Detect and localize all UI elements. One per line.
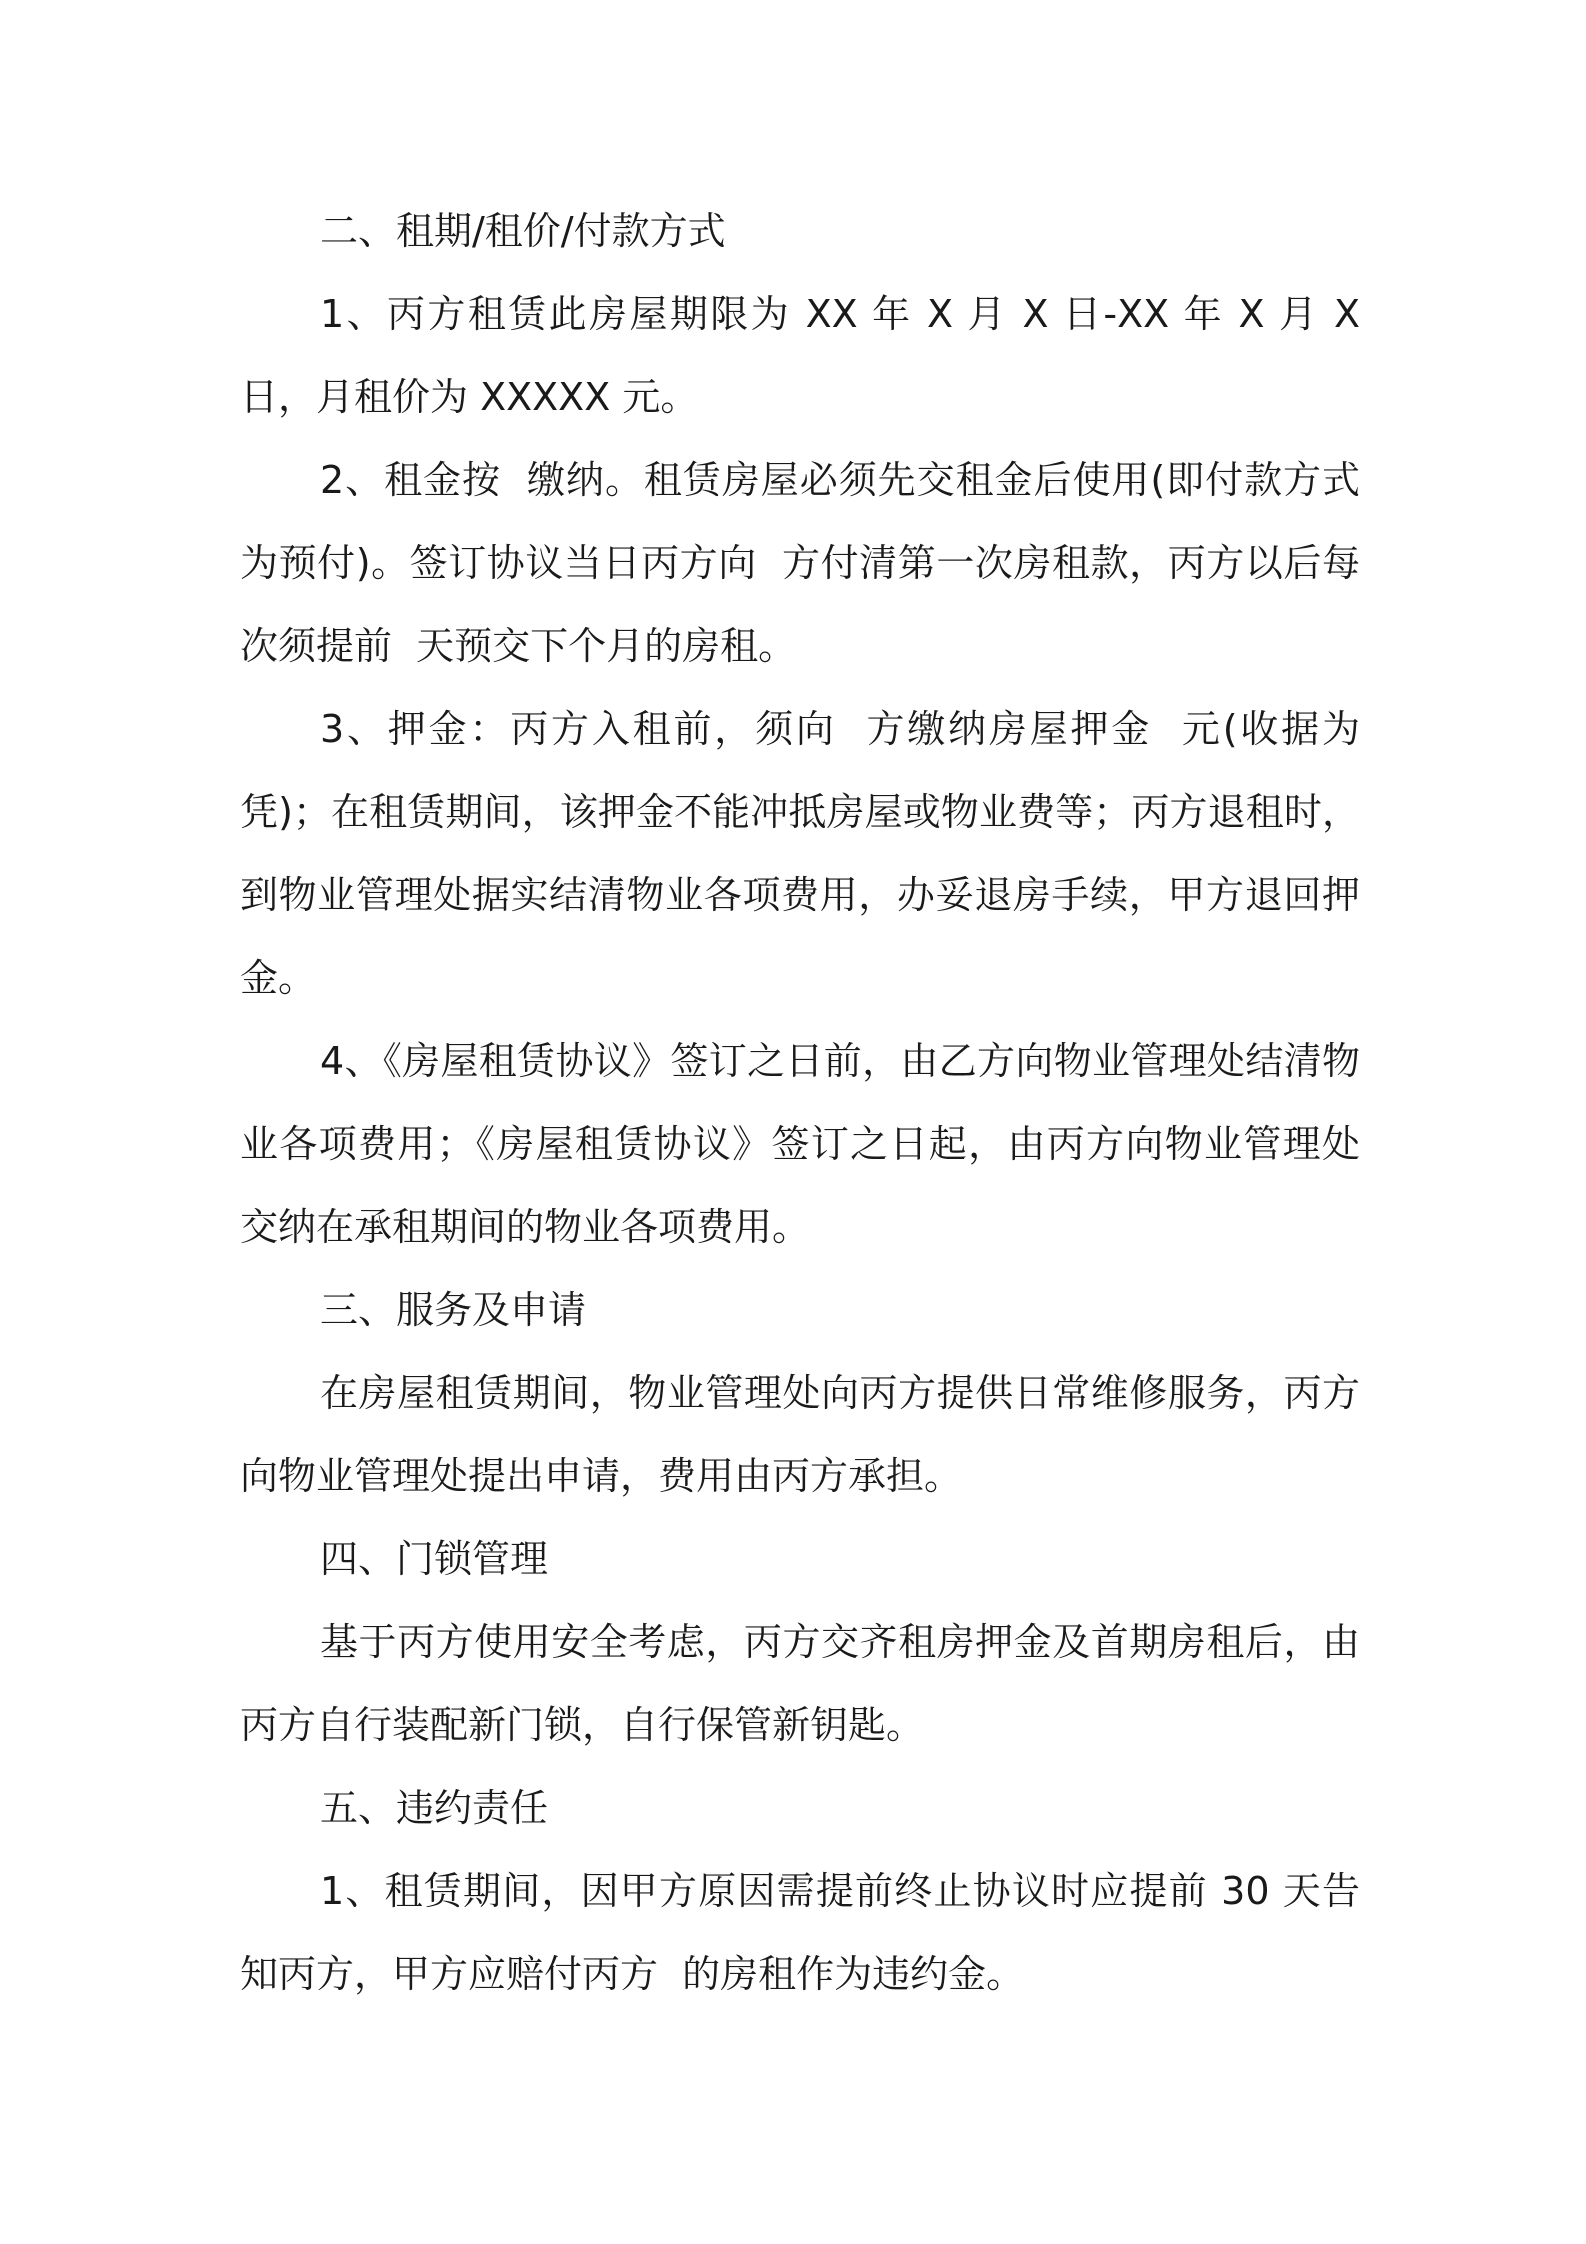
- clause-early-termination: 1、租赁期间，因甲方原因需提前终止协议时应提前 30 天告知丙方，甲方应赔付丙方 的房租作为违约金。: [240, 1869, 1360, 1996]
- section-heading-lock-management: 四、门锁管理: [320, 1537, 549, 1581]
- section-heading-breach-liability: 五、违约责任: [320, 1786, 549, 1830]
- document-page: [240, 190, 1373, 2016]
- section-heading-service-application: 三、服务及申请: [320, 1288, 587, 1332]
- clause-property-fees: 4、《房屋租赁协议》签订之日前，由乙方向物业管理处结清物业各项费用；《房屋租赁协议》签订之日起，由丙方向物业管理处交纳在承租期间的物业各项费用。: [240, 1039, 1360, 1249]
- clause-deposit: 3、押金：丙方入租前，须向 方缴纳房屋押金 元(收据为凭)；在租赁期间，该押金不能冲抵房屋或物业费等；丙方退租时，到物业管理处据实结清物业各项费用，办妥退房手续，甲方退回押金。: [240, 707, 1360, 1000]
- clause-lock-management: 基于丙方使用安全考虑，丙方交齐租房押金及首期房租后，由丙方自行装配新门锁，自行保管新钥匙。: [240, 1620, 1360, 1747]
- section-heading-term-price-payment: 二、租期/租价/付款方式: [320, 209, 726, 253]
- clause-rent-payment: 2、租金按 缴纳。租赁房屋必须先交租金后使用(即付款方式为预付)。签订协议当日丙方向 方付清第一次房租款，丙方以后每次须提前 天预交下个月的房租。: [240, 458, 1360, 668]
- clause-lease-term: 1、丙方租赁此房屋期限为 XX 年 X 月 X 日-XX 年 X 月 X 日，月租价为 XXXXX 元。: [240, 292, 1373, 419]
- clause-maintenance-service: 在房屋租赁期间，物业管理处向丙方提供日常维修服务，丙方向物业管理处提出申请，费用由丙方承担。: [240, 1371, 1360, 1498]
